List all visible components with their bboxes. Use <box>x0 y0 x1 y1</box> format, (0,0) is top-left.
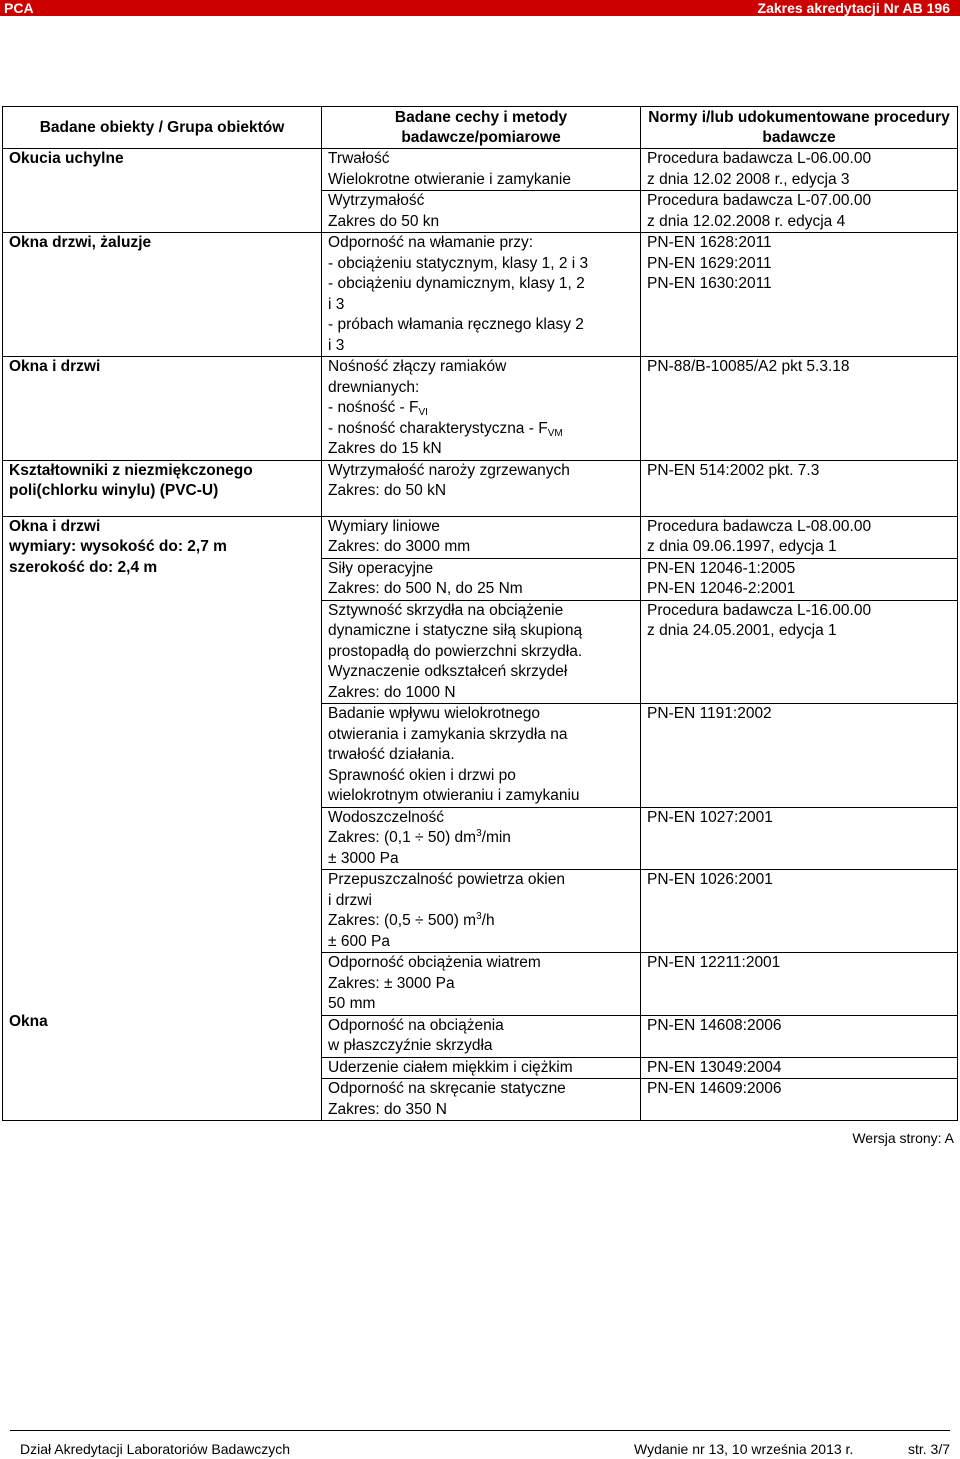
norm-cell <box>641 1057 958 1079</box>
method-cell <box>322 870 641 953</box>
norm-line: Procedura badawcza L-06.00.00 <box>647 150 872 167</box>
method-line: otwierania i zamykania skrzydła na <box>328 725 568 743</box>
method-line: Zakres do 50 kn <box>328 212 440 230</box>
table-row <box>3 233 958 357</box>
norm-line: Procedura badawcza L-08.00.00 <box>647 517 872 535</box>
method-line: Uderzenie ciałem miękkim i ciężkim <box>328 1058 573 1076</box>
object-cell <box>3 460 322 516</box>
page-version: Wersja strony: A <box>852 1130 954 1146</box>
method-cell <box>322 600 641 704</box>
object-cell: Okucia uchylne <box>3 149 322 233</box>
footer-edition: Wydanie nr 13, 10 września 2013 r. <box>634 1441 854 1457</box>
norm-cell <box>641 953 958 1016</box>
method-cell <box>322 149 641 191</box>
subscript: VM <box>547 427 563 439</box>
method-line: Odporność na włamanie przy: <box>328 234 534 251</box>
method-line: Wymiary liniowe <box>328 517 440 535</box>
method-line: Przepuszczalność powietrza okien <box>328 871 565 888</box>
method-line: Siły operacyjne <box>328 559 434 577</box>
col-header-norms: Normy i/lub udokumentowane procedury badawcze <box>641 107 958 149</box>
method-line: ± 600 Pa <box>328 932 390 950</box>
method-line: Wytrzymałość <box>328 192 425 209</box>
norm-line: PN-EN 1630:2011 <box>647 275 772 292</box>
table-row <box>3 460 958 516</box>
method-line: Wyznaczenie odkształceń skrzydeł <box>328 663 568 680</box>
method-line: Zakres: do 3000 mm <box>328 538 471 555</box>
norm-line: z dnia 24.05.2001, edycja 1 <box>647 622 837 639</box>
object-cell: Okna i drzwi <box>3 357 322 461</box>
method-line: Badanie wpływu wielokrotnego <box>328 705 540 722</box>
norm-line: PN-EN 1191:2002 <box>647 705 772 722</box>
norm-cell <box>641 807 958 870</box>
method-text: - nośność charakterystyczna - F <box>328 419 548 437</box>
method-line: Trwałość <box>328 150 390 167</box>
method-line: Zakres do 15 kN <box>328 440 442 457</box>
footer-page-number: str. 3/7 <box>907 1441 950 1457</box>
method-cell <box>322 233 641 357</box>
norm-cell <box>641 870 958 953</box>
method-text: - nośność - F <box>328 399 419 416</box>
object-line: Kształtowniki z niezmiękczonego <box>9 461 253 479</box>
norm-line: PN-EN 514:2002 pkt. 7.3 <box>647 461 820 479</box>
superscript: 3 <box>476 911 482 922</box>
norm-cell <box>641 191 958 233</box>
method-line: Sprawność okien i drzwi po <box>328 766 516 784</box>
method-cell <box>322 191 641 233</box>
object-line: Okna <box>9 1013 48 1030</box>
norm-line: PN-EN 12046-1:2005 <box>647 559 796 577</box>
norm-cell <box>641 1015 958 1057</box>
header-org: PCA <box>4 0 34 16</box>
table-row <box>3 516 958 558</box>
method-line: - obciążeniu dynamicznym, klasy 1, 2 <box>328 275 585 292</box>
method-text: Zakres: (0,5 ÷ 500) m <box>328 912 477 929</box>
norm-line: PN-EN 12211:2001 <box>647 954 781 971</box>
method-line: i 3 <box>328 336 345 354</box>
object-line: szerokość do: 2,4 m <box>9 558 158 576</box>
method-line: Zakres: ± 3000 Pa <box>328 974 455 992</box>
object-line: poli(chlorku winylu) (PVC-U) <box>9 482 219 499</box>
method-line: Odporność na skręcanie statyczne <box>328 1080 566 1097</box>
method-line: Odporność obciążenia wiatrem <box>328 954 541 971</box>
method-cell <box>322 516 641 558</box>
method-text: /min <box>481 829 511 846</box>
col-header-methods: Badane cechy i metody badawcze/pomiarowe <box>322 107 641 149</box>
norm-cell <box>641 233 958 357</box>
method-line: Wytrzymałość naroży zgrzewanych <box>328 461 570 479</box>
method-cell <box>322 460 641 516</box>
method-line: Zakres: do 500 N, do 25 Nm <box>328 580 523 597</box>
method-line: Nośność złączy ramiaków <box>328 358 507 375</box>
superscript: 3 <box>476 828 482 839</box>
object-line: wymiary: wysokość do: 2,7 m <box>9 538 227 555</box>
table-header-row <box>3 107 958 149</box>
col-header-objects: Badane obiekty / Grupa obiektów <box>3 107 322 149</box>
norm-line: Procedura badawcza L-07.00.00 <box>647 192 872 209</box>
method-cell <box>322 704 641 808</box>
norm-line: PN-EN 1628:2011 <box>647 234 772 251</box>
method-line: Zakres: do 1000 N <box>328 683 456 701</box>
method-cell <box>322 357 641 461</box>
method-line: i 3 <box>328 295 345 313</box>
method-line: trwałość działania. <box>328 746 455 763</box>
norm-line: PN-EN 12046-2:2001 <box>647 580 796 597</box>
norm-cell <box>641 149 958 191</box>
method-line: wielokrotnym otwieraniu i zamykaniu <box>328 787 580 804</box>
method-cell <box>322 1079 641 1121</box>
header-title: Zakres akredytacji Nr AB 196 <box>757 0 950 16</box>
method-text: Zakres: (0,1 ÷ 50) dm <box>328 829 477 846</box>
method-line: 50 mm <box>328 995 376 1012</box>
method-line: drewnianych: <box>328 378 420 396</box>
method-cell <box>322 1057 641 1079</box>
method-line: Odporność na obciążenia <box>328 1016 504 1034</box>
norm-cell <box>641 516 958 558</box>
method-cell <box>322 1015 641 1057</box>
object-cell <box>3 516 322 1121</box>
norm-line: PN-EN 14609:2006 <box>647 1080 782 1097</box>
method-line: Wielokrotne otwieranie i zamykanie <box>328 170 571 188</box>
footer-divider <box>10 1430 950 1431</box>
norm-line: z dnia 12.02.2008 r. edycja 4 <box>647 212 846 230</box>
accreditation-table <box>2 106 958 1121</box>
object-line: Okna i drzwi <box>9 517 101 535</box>
norm-line: PN-EN 1629:2011 <box>647 254 772 272</box>
method-text: /h <box>481 912 495 929</box>
norm-cell <box>641 600 958 704</box>
object-cell: Okna drzwi, żaluzje <box>3 233 322 357</box>
method-cell <box>322 807 641 870</box>
norm-line: z dnia 09.06.1997, edycja 1 <box>647 538 837 555</box>
method-line: dynamiczne i statyczne siłą skupioną <box>328 622 583 639</box>
norm-line: PN-EN 1027:2001 <box>647 808 773 826</box>
norm-cell <box>641 704 958 808</box>
subscript: VI <box>418 407 428 418</box>
method-line: i drzwi <box>328 891 372 909</box>
method-line: prostopadłą do powierzchni skrzydła. <box>328 642 583 660</box>
norm-cell <box>641 357 958 461</box>
method-cell <box>322 953 641 1016</box>
footer-department: Dział Akredytacji Laboratoriów Badawczych <box>20 1441 291 1457</box>
method-line: Zakres: do 350 N <box>328 1100 447 1118</box>
method-line: w płaszczyźnie skrzydła <box>328 1037 493 1054</box>
method-line <box>328 828 634 849</box>
table-row <box>3 357 958 461</box>
norm-line: Procedura badawcza L-16.00.00 <box>647 601 872 619</box>
method-line <box>328 398 634 419</box>
norm-cell <box>641 558 958 600</box>
method-line: - próbach włamania ręcznego klasy 2 <box>328 316 584 333</box>
method-line: ± 3000 Pa <box>328 849 399 867</box>
norm-line: PN-EN 14608:2006 <box>647 1016 782 1034</box>
method-line: Wodoszczelność <box>328 808 445 826</box>
method-cell <box>322 558 641 600</box>
method-line: - obciążeniu statycznym, klasy 1, 2 i 3 <box>328 254 589 272</box>
norm-cell <box>641 1079 958 1121</box>
norm-line: PN-88/B-10085/A2 pkt 5.3.18 <box>647 358 850 375</box>
table-row <box>3 149 958 191</box>
norm-line: PN-EN 1026:2001 <box>647 871 773 888</box>
method-line: Sztywność skrzydła na obciążenie <box>328 601 564 619</box>
norm-line: z dnia 12.02 2008 r., edycja 3 <box>647 170 850 188</box>
norm-cell <box>641 460 958 516</box>
method-line <box>328 419 634 440</box>
method-line: Zakres: do 50 kN <box>328 482 447 499</box>
method-line <box>328 911 634 932</box>
page-header <box>0 0 960 16</box>
norm-line: PN-EN 13049:2004 <box>647 1058 782 1076</box>
